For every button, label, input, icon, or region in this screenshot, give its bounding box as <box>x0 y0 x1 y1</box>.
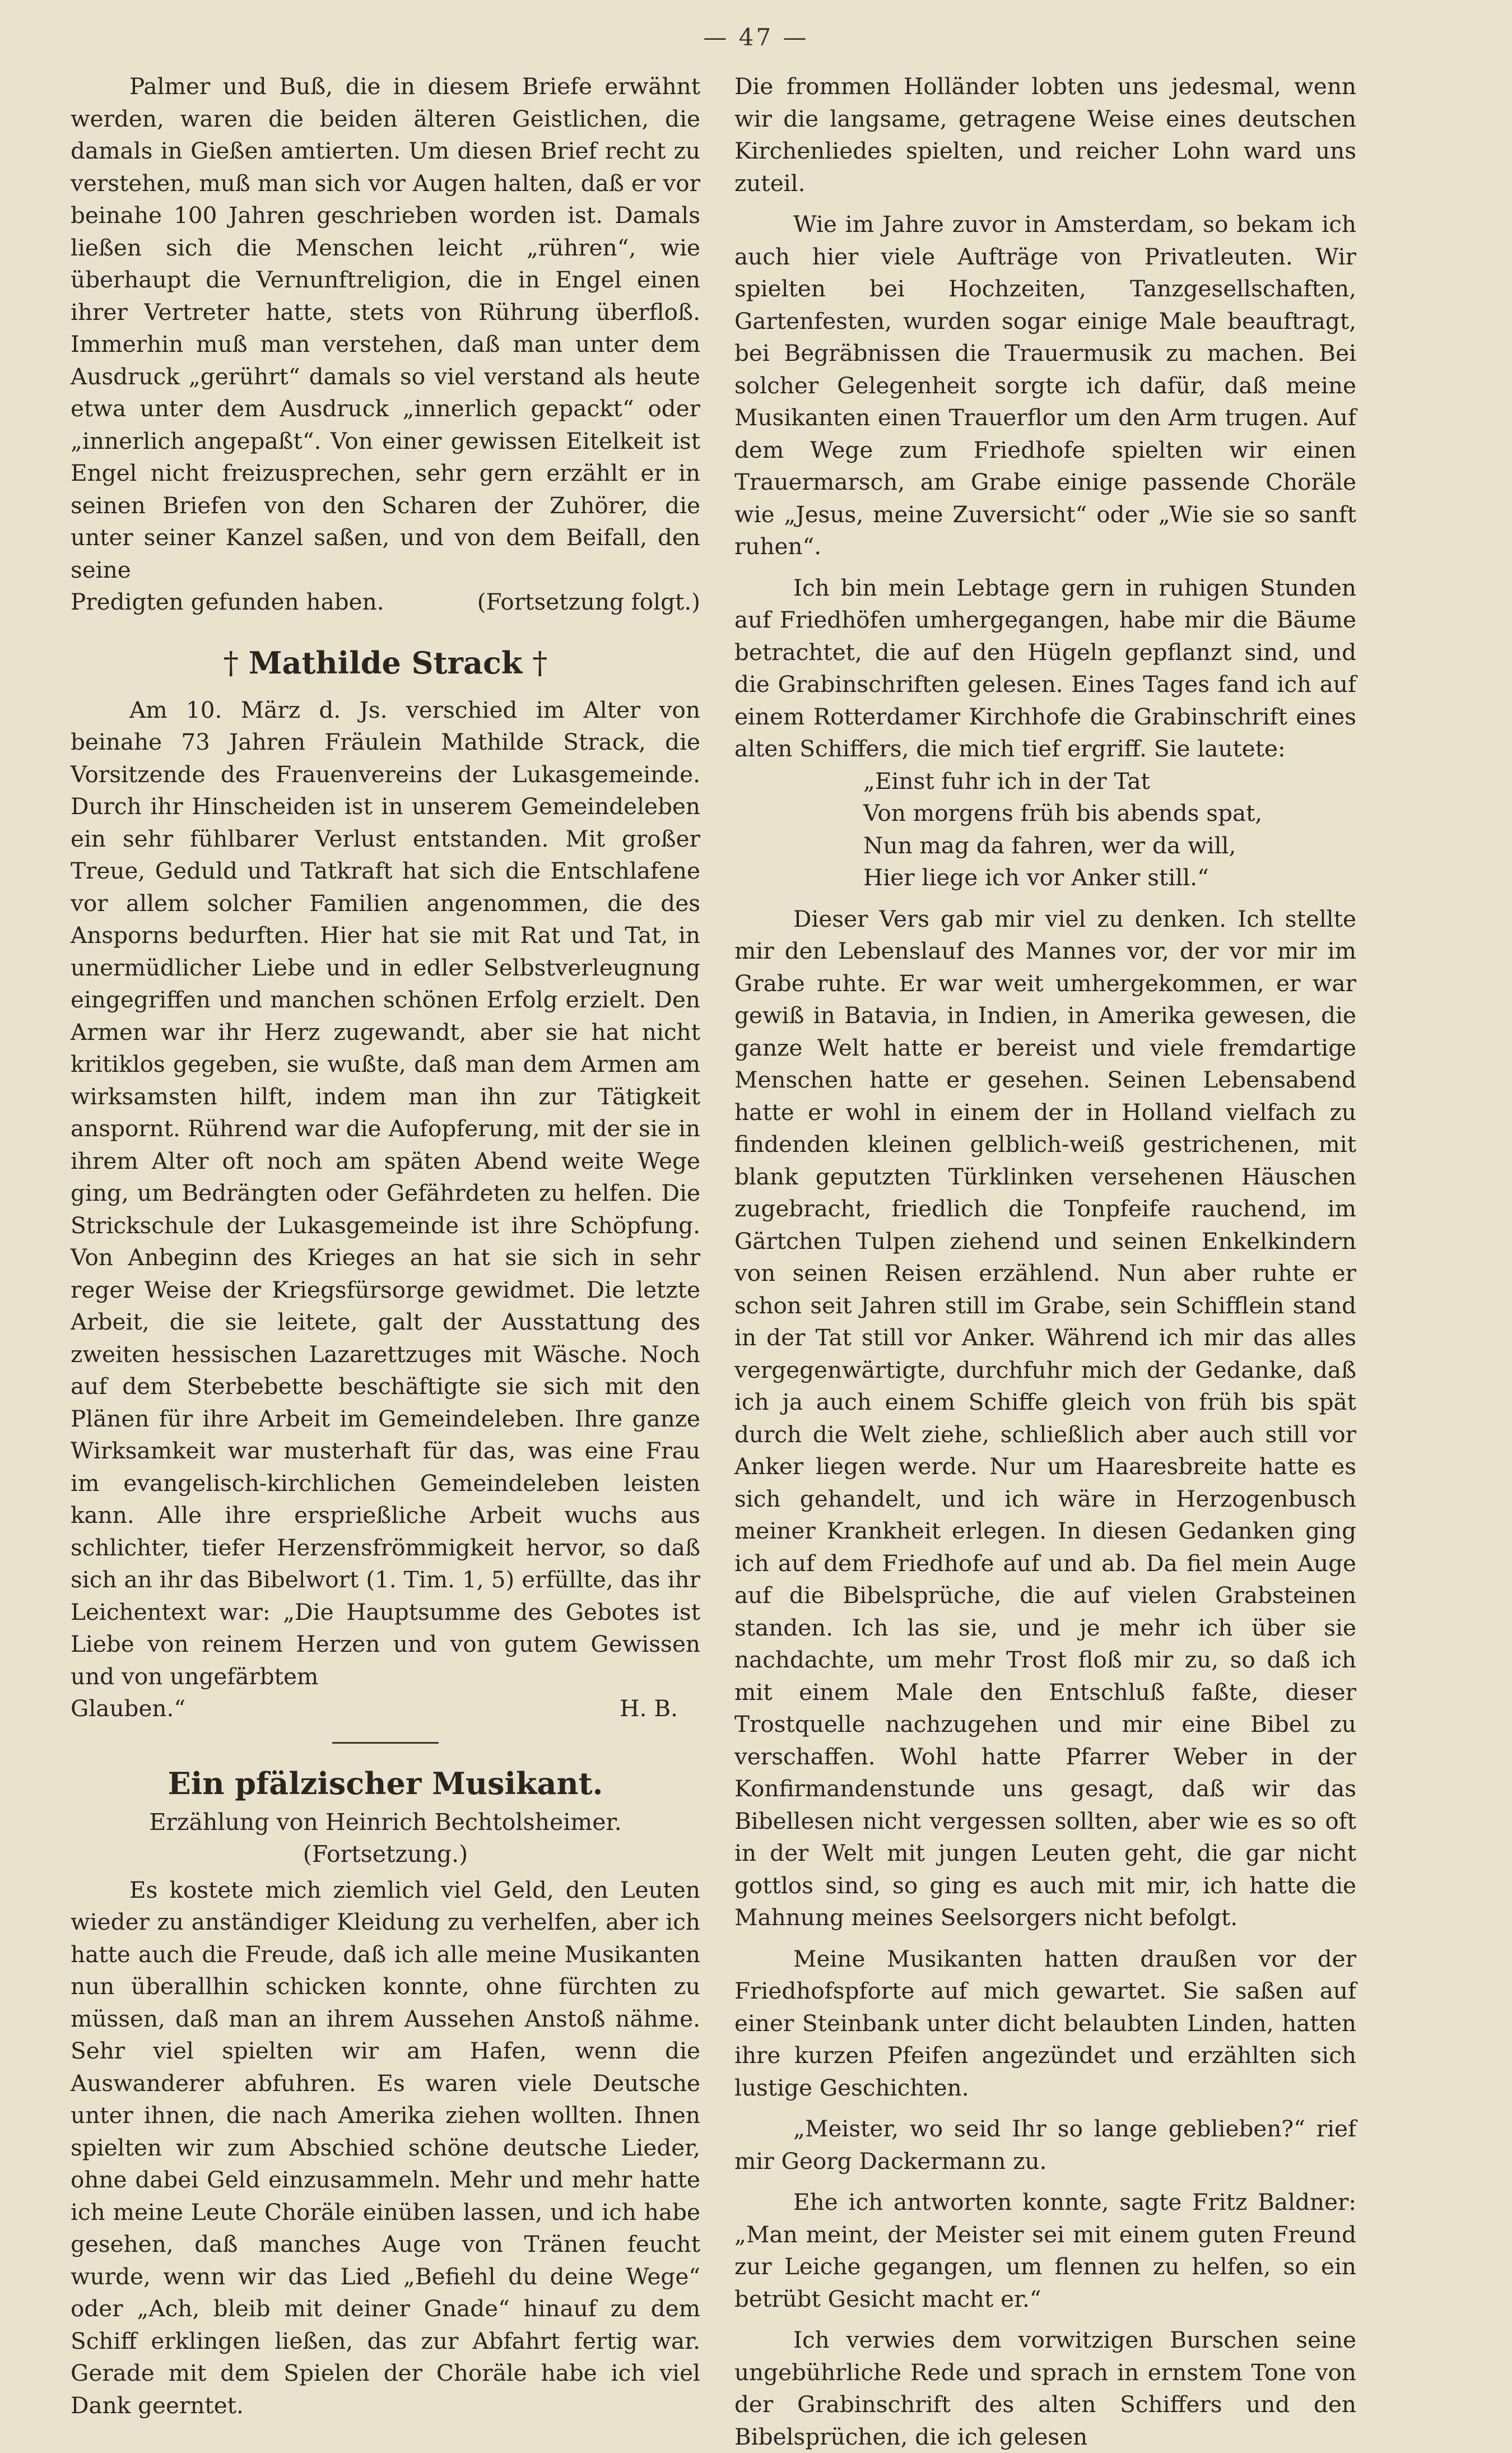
story-paragraph: Ehe ich antworten konnte, sagte Fritz Baldner: „Man meint, der Meister sei mit einem guten Freund zur Leiche gegangen, um flennen zu helfen, so ein betrübt Gesicht macht er.“ <box>734 2189 1356 2312</box>
obituary-signature: H. B. <box>620 1695 678 1722</box>
story-title: Ein pfälzischer Musikant. <box>168 1765 603 1801</box>
story-paragraph: Es kostete mich ziemlich viel Geld, den Leuten wieder zu anständiger Kleidung zu verhelfen, aber ich hatte auch die Freude, daß ich alle meine Musikanten nun überallhin schicken konnte, ohne fürchten zu müssen, daß man an ihrem Aussehen Anstoß nähme. Sehr viel spielten wir am Hafen, wenn die Auswanderer abfuhren. Es waren viele Deutsche unter ihnen, die nach Amerika ziehen wollten. Ihnen spielten wir zum Abschied schöne deutsche Lieder, ohne dabei Geld einzusammeln. Mehr und mehr hatte ich meine Leute Choräle einüben lassen, und ich habe gesehen, daß manches Auge von Tränen feucht wurde, wenn wir das Lied „Befiehl du deine Wege“ oder „Ach, bleib mit deiner Gnade“ hinauf zu dem Schiff erklingen ließen, das zur Abfahrt fertig war. Gerade mit dem Spielen der Choräle habe ich viel Dank geerntet. <box>71 1876 700 2419</box>
story-paragraph: Ich bin mein Lebtage gern in ruhigen Stunden auf Friedhöfen umhergegangen, habe mir die Bäume betrachtet, die auf den Hügeln gepflanzt sind, und die Grabinschriften gelesen. Eines Tages fand ich auf einem Rotterdamer Kirchhofe die Grabinschrift eines alten Schiffers, die mich tief ergriff. Sie lautete: <box>734 574 1356 762</box>
story-paragraph: Meine Musikanten hatten draußen vor der Friedhofspforte auf mich gewartet. Sie saßen auf einer Steinbank unter dicht belaubten Linden, hatten ihre kurzen Pfeifen angezündet und erzählten sich lustige Geschichten. <box>734 1945 1356 2101</box>
obituary-heading <box>71 643 700 683</box>
story-paragraph: Wie im Jahre zuvor in Amsterdam, so bekam ich auch hier viele Aufträge von Privatleuten. Wir spielten bei Hochzeiten, Tanzgesellschaften, Gartenfesten, wurden sogar einige Male beauftragt, bei Begräbnissen die Trauermusik zu machen. Bei solcher Gelegenheit sorgte ich dafür, daß meine Musikanten einen Trauerflor um den Arm trugen. Auf dem Wege zum Friedhofe spielten wir einen Trauermarsch, am Grabe einige passende Choräle wie „Jesus, meine Zuversicht“ oder „Wie sie so sanft ruhen“. <box>734 211 1356 560</box>
obituary-title: Mathilde Strack <box>248 644 523 681</box>
continued-note: (Fortsetzung folgt.) <box>477 588 700 615</box>
story-paragraph: „Meister, wo seid Ihr so lange geblieben?“ rief mir Georg Dackermann zu. <box>734 2115 1356 2175</box>
obituary-closing-line <box>71 1693 700 1725</box>
story-paragraph: Ich verwies dem vorwitzigen Burschen seine ungebührliche Rede und sprach in ernstem Tone von der Grabinschrift des alten Schiffers und den Bibelsprüchen, die ich gelesen <box>734 2326 1356 2450</box>
grave-inscription-poem <box>734 765 1356 894</box>
section-divider <box>332 1742 439 1744</box>
left-column <box>71 71 700 2422</box>
poem-line: Von morgens früh bis abends spat, <box>863 800 1263 826</box>
poem-line: Nun mag da fahren, wer da will, <box>863 831 1236 859</box>
obituary-last-line: Glauben.“ <box>71 1695 186 1722</box>
cross-icon: † <box>223 645 239 681</box>
engel-letter-last-text: Predigten gefunden haben. <box>71 588 384 615</box>
cross-icon: † <box>532 645 548 681</box>
page-number: — 47 — <box>703 24 809 51</box>
story-continuation: (Fortsetzung.) <box>303 1841 468 1867</box>
right-column <box>734 71 1356 2453</box>
engel-letter-paragraph: Palmer und Buß, die in diesem Briefe erwähnt werden, waren die beiden älteren Geistlichen, die damals in Gießen amtierten. Um diesen Brief recht zu verstehen, muß man sich vor Augen halten, daß er vor beinahe 100 Jahren geschrieben worden ist. Damals ließen sich die Menschen leicht „rühren“, wie überhaupt die Vernunftreligion, die in Engel einen ihrer Vertreter hatte, stets von Rührung überfloß. Immerhin muß man verstehen, daß man unter dem Ausdruck „gerührt“ damals so viel verstand als heute etwa unter dem Ausdruck „innerlich gepackt“ oder „innerlich angepaßt“. Von einer gewissen Eitelkeit ist Engel nicht freizusprechen, sehr gern erzählt er in seinen Briefen von den Scharen der Zuhörer, die unter seiner Kanzel saßen, und von dem Beifall, den seine <box>71 73 700 583</box>
story-byline: Erzählung von Heinrich Bechtolsheimer. <box>149 1808 622 1836</box>
poem-line: „Einst fuhr ich in der Tat <box>863 767 1150 795</box>
story-paragraph: Die frommen Holländer lobten uns jedesmal, wenn wir die langsame, getragene Weise eines deutschen Kirchenliedes spielten, und reicher Lohn ward uns zuteil. <box>734 73 1356 197</box>
story-paragraph: Dieser Vers gab mir viel zu denken. Ich stellte mir den Lebenslauf des Mannes vor, der vor mir im Grabe ruhte. Er war weit umhergekommen, er war gewiß in Batavia, in Indien, in Amerika gewesen, die ganze Welt hatte er bereist und viele fremdartige Menschen hatte er gesehen. Seinen Lebensabend hatte er wohl in einem der in Holland vielfach zu findenden kleinen gelblich-weiß gestrichenen, mit blank geputzten Türklinken versehenen Häuschen zugebracht, friedlich die Tonpfeife rauchend, im Gärtchen Tulpen ziehend und seinen Enkelkindern von seinen Reisen erzählend. Nun aber ruhte er schon seit Jahren still im Grabe, sein Schifflein stand in der Tat still vor Anker. Während ich mir das alles vergegenwärtigte, durchfuhr mich der Gedanke, daß ich ja auch einem Schiffe gleich von früh bis spät durch die Welt ziehe, schließlich aber auch still vor Anker liegen werde. Nur um Haaresbreite hatte es sich gehandelt, und ich wäre in Herzogenbusch meiner Krankheit erlegen. In diesen Gedanken ging ich auf dem Friedhofe auf und ab. Da fiel mein Auge auf die Bibelsprüche, die auf vielen Grabsteinen standen. Ich las sie, und je mehr ich über sie nachdachte, um mehr Trost floß mir zu, so daß ich mit einem Male den Entschluß faßte, dieser Trostquelle nachzugehen und mir eine Bibel zu verschaffen. Wohl hatte Pfarrer Weber in der Konfirmandenstunde uns gesagt, daß wir das Bibellesen nicht vergessen sollten, aber wie es so oft in der Welt mit jungen Leuten geht, die gar nicht gottlos sind, so ging es auch mit mir, ich hatte die Mahnung meines Seelsorgers nicht befolgt. <box>734 905 1356 1931</box>
engel-letter-last-line <box>71 586 700 619</box>
obituary-body: Am 10. März d. Js. verschied im Alter von beinahe 73 Jahren Fräulein Mathilde Strack, die Vorsitzende des Frauenvereins der Lukasgemeinde. Durch ihr Hinscheiden ist in unserem Gemeindeleben ein sehr fühlbarer Verlust entstanden. Mit großer Treue, Geduld und Tatkraft hat sich die Entschlafene vor allem solcher Familien angenommen, die des Ansporns bedurften. Hier hat sie mit Rat und Tat, in unermüdlicher Liebe und in edler Selbstverleugnung eingegriffen und manchen schönen Erfolg erzielt. Den Armen war ihr Herz zugewandt, aber sie hat nicht kritiklos gegeben, sie wußte, daß man dem Armen am wirksamsten hilft, indem man ihn zur Tätigkeit anspornt. Rührend war die Aufopferung, mit der sie in ihrem Alter oft noch am späten Abend weite Wege ging, um Bedrängten oder Gefährdeten zu helfen. Die Strickschule der Lukasgemeinde ist ihre Schöpfung. Von Anbeginn des Krieges an hat sie sich in sehr reger Weise der Kriegsfürsorge gewidmet. Die letzte Arbeit, die sie leitete, galt der Ausstattung des zweiten hessischen Lazarettzuges mit Wäsche. Noch auf dem Sterbebette beschäftigte sie sich mit den Plänen für ihre Arbeit im Gemeindeleben. Ihre ganze Wirksamkeit war musterhaft für das, was eine Frau im evangelisch-kirchlichen Gemeindeleben leisten kann. Alle ihre ersprießliche Arbeit wuchs aus schlichter, tiefer Herzensfrömmigkeit hervor, so daß sich an ihr das Bibelwort (1. Tim. 1, 5) erfüllte, das ihr Leichentext war: „Die Hauptsumme des Gebotes ist Liebe von reinem Herzen und von gutem Gewissen und von ungefärbtem <box>71 696 700 1690</box>
poem-line: Hier liege ich vor Anker still.“ <box>863 864 1209 891</box>
